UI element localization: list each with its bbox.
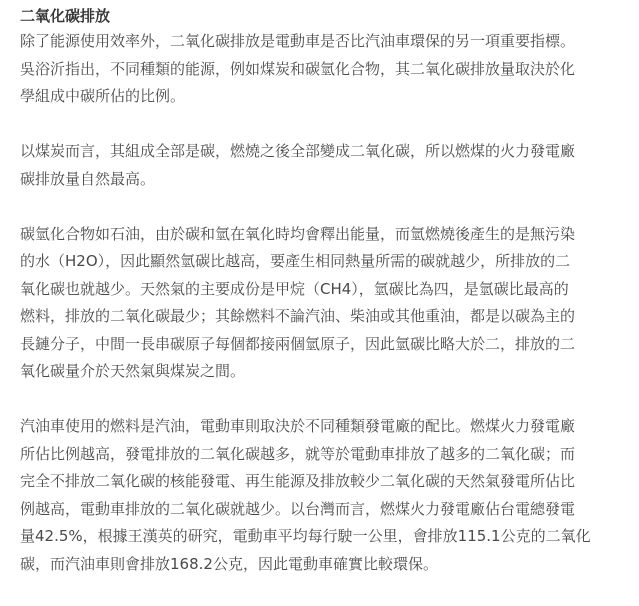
text-line: 氧化碳也就越少。天然氣的主要成份是甲烷（CH4），氫碳比為四，是氫碳比最高的 [20,279,569,298]
text-line: 的水（H2O），因此顯然氫碳比越高，要產生相同熱量所需的碳就越少，所排放的二 [20,252,571,270]
text-line: 碳排放量自然最高。 [20,169,156,188]
paragraph-vehicle-comparison [20,413,632,578]
text-line: 碳，而汽油車則會排放168.2公克，因此電動車確實比較環保。 [20,554,438,573]
text-line: 碳氫化合物如石油，由於碳和氫在氧化時均會釋出能量，而氫燃燒後產生的是無污染 [20,224,576,243]
text-line: 燃料，排放的二氧化碳最少；其餘燃料不論汽油、柴油或其他重油，都是以碳為主的 [20,307,576,325]
text-line: 吳浴沂指出，不同種類的能源，例如煤炭和碳氫化合物，其二氧化碳排放量取決於化 [20,59,576,78]
text-line: 完全不排放二氧化碳的核能發電、再生能源及排放較少二氧化碳的天然氣發電所佔比 [20,472,576,490]
article [20,4,632,606]
text-line: 學組成中碳所佔的比例。 [20,87,186,105]
text-line: 氧化碳量介於天然氣與煤炭之間。 [20,362,246,380]
section-heading: 二氧化碳排放 [20,7,111,25]
paragraph-coal [20,138,632,193]
text-line: 除了能源使用效率外，二氧化碳排放是電動車是否比汽油車環保的另一項重要指標。 [20,32,576,50]
text-line: 以煤炭而言，其組成全部是碳，燃燒之後全部變成二氧化碳，所以燃煤的火力發電廠 [20,142,576,160]
paragraph-efficiency [20,28,632,111]
text-line: 例越高，電動車排放的二氧化碳就越少。以台灣而言，燃煤火力發電廠佔台電總發電 [20,499,576,518]
text-line: 所佔比例越高，發電排放的二氧化碳越多，就等於電動車排放了越多的二氧化碳；而 [20,444,576,463]
text-line: 長鏈分子，中間一長串碳原子每個都接兩個氫原子，因此氫碳比略大於二，排放的二 [20,334,576,353]
paragraph-hydrocarbons [20,221,632,386]
text-line: 汽油車使用的燃料是汽油，電動車則取決於不同種類發電廠的配比。燃煤火力發電廠 [20,417,576,435]
text-line: 量42.5%，根據王漢英的研究，電動車平均每行駛一公里，會排放115.1公克的二氧化 [20,527,591,545]
